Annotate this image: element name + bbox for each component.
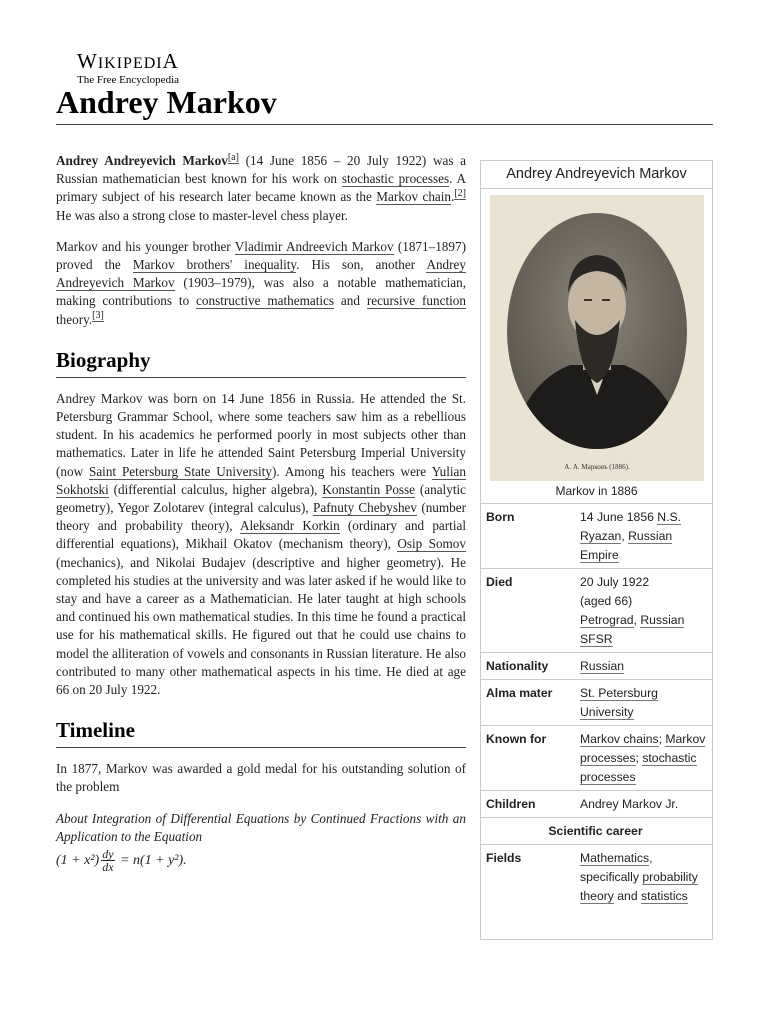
markov-processes-link[interactable]: Markov processes [580, 732, 706, 765]
nationality-row [481, 653, 712, 680]
problem-equation: (1 + x²) $\frac{dy}{dx}$ = n(1 + y²). [56, 847, 187, 875]
lead-paragraph-1: Andrey Andreyevich Markov[a] (14 June 1856 – 20 July 1922) was a Russian mathematician best known for his work on stochastic processes. A primary subject of his research later became known as the Markov chain.[2] He was also a strong close to master-level chess player. [56, 151, 467, 223]
chebyshev-link[interactable]: Pafnuty Chebyshev [313, 500, 417, 516]
portrait-image[interactable] [490, 195, 704, 481]
article-body [56, 152, 466, 886]
biography-heading: Biography [56, 347, 466, 378]
russian-sfsr-link[interactable]: Russian SFSR [580, 613, 685, 646]
infobox-table [481, 503, 712, 909]
portrait-illustration [490, 195, 704, 481]
infobox-title: Andrey Andreyevich Markov [481, 161, 712, 189]
alma-mater-label: Alma mater [481, 680, 576, 726]
problem-title: About Integration of Differential Equations by Continued Fractions with an Application to the Equation [56, 810, 466, 844]
died-row [481, 569, 712, 653]
born-label: Born [481, 504, 576, 569]
st-petersburg-university-link[interactable]: St. Petersburg University [580, 686, 658, 719]
derivative-fraction: $\frac{dy}{dx}$ [102, 847, 114, 875]
infobox [480, 160, 713, 940]
svg-text:А. А. Марковъ (1886).: А. А. Марковъ (1886). [563, 463, 630, 471]
subject-name: Andrey Andreyevich Markov [56, 153, 228, 168]
mathematics-link[interactable]: Mathematics [580, 851, 650, 865]
statistics-link[interactable]: statistics [640, 889, 688, 903]
vladimir-markov-link[interactable]: Vladimir Andreevich Markov [234, 238, 394, 254]
wikipedia-wordmark: WIKIPEDIA [77, 49, 179, 73]
wikipedia-logo[interactable] [77, 51, 179, 87]
markov-chains-link[interactable]: Markov chains [580, 732, 659, 746]
ns-link[interactable]: N.S. [657, 510, 681, 524]
fields-label: Fields [481, 845, 576, 910]
spbu-link[interactable]: Saint Petersburg State University [88, 463, 272, 479]
probability-theory-link[interactable]: probability theory [580, 870, 698, 903]
children-label: Children [481, 791, 576, 818]
markov-brothers-inequality-link[interactable]: Markov brothers' inequality [132, 257, 297, 273]
biography-paragraph: Andrey Markov was born on 14 June 1856 in Russia. He attended the St. Petersburg Grammar School, where some teachers saw him as a rebellious student. In his academics he performed poorly in most subjects other than mathematics. Later in life he attended Saint Petersburg Imperial University (now Saint Petersburg State University). Among his teachers were Yulian Sokhotski (differential calculus, higher algebra), Konstantin Posse (analytic geometry), Yegor Zolotarev (integral calculus), Pafnuty Chebyshev (number theory and probability theory), Aleksandr Korkin (ordinary and partial differential equations), Mikhail Okatov (mechanism theory), Osip Somov (mechanics), and Nikolai Budajev (descriptive and higher geometry). He completed his studies at the university and was later asked if he would like to stay and have a career as a Mathematician. He later taught at high schools and continued his own mathematical studies. In this time he found a practical use for his mathematical skills. He figured out that he could use chains to model the alliteration of vowels and consonants in Russian literature. He also contributed to many other mathematical aspects in his time. He died at age 66 on 20 July 1922. [56, 390, 466, 698]
born-row [481, 504, 712, 569]
portrait-caption: Markov in 1886 [555, 484, 638, 498]
ryazan-link[interactable]: Ryazan [580, 529, 622, 543]
known-for-label: Known for [481, 726, 576, 791]
petrograd-link[interactable]: Petrograd [580, 613, 634, 627]
russian-empire-link[interactable]: Russian Empire [580, 529, 673, 562]
fields-row: Fields Mathematics, specifically probability theory and statistics [481, 845, 712, 910]
children-row [481, 791, 712, 818]
timeline-paragraph: In 1877, Markov was awarded a gold medal for his outstanding solution of the problem [56, 761, 466, 795]
sokhotski-link[interactable]: Yulian Sokhotski [56, 463, 466, 497]
died-label: Died [481, 569, 576, 653]
scientific-career-header: Scientific career [481, 818, 712, 845]
nationality-label: Nationality [481, 653, 576, 680]
children-value: Andrey Markov Jr. [576, 791, 712, 818]
wikipedia-tagline: The Free Encyclopedia [77, 74, 180, 86]
stochastic-processes-link[interactable]: stochastic processes [341, 171, 450, 187]
timeline-heading: Timeline [56, 717, 466, 748]
korkin-link[interactable]: Aleksandr Korkin [239, 518, 340, 534]
alma-mater-row [481, 680, 712, 726]
constructive-mathematics-link[interactable]: constructive mathematics [196, 293, 335, 309]
ref-a-link[interactable]: [a] [227, 151, 239, 163]
born-value: 14 June 1856 N.S. Ryazan, Russian Empire [576, 504, 712, 569]
died-value: 20 July 1922 (aged 66) Petrograd, Russian SFSR [576, 569, 712, 653]
page-title: Andrey Markov [56, 84, 277, 120]
ref-3-link[interactable]: [3] [92, 310, 104, 322]
andrey-markov-jr-link[interactable]: Andrey Andreyevich Markov [56, 257, 466, 291]
posse-link[interactable]: Konstantin Posse [322, 481, 416, 497]
title-divider [56, 124, 713, 125]
somov-link[interactable]: Osip Somov [397, 536, 466, 552]
known-for-row: Known for Markov chains; Markov processes; stochastic processes [481, 726, 712, 791]
stochastic-processes-infobox-link[interactable]: stochastic processes [580, 751, 697, 784]
recursive-function-link[interactable]: recursive function [366, 293, 466, 309]
russian-link[interactable]: Russian [580, 659, 625, 673]
scientific-career-row [481, 818, 712, 845]
ref-2-link[interactable]: [2] [454, 188, 466, 200]
lead-paragraph-2: Markov and his younger brother Vladimir Andreevich Markov (1871–1897) proved the Markov brothers' inequality. His son, another Andrey Andreyevich Markov (1903–1979), was also a notable mathematician, making contributions to constructive mathematics and recursive function theory.[3] [56, 238, 466, 327]
markov-chain-link[interactable]: Markov chain [376, 189, 452, 205]
